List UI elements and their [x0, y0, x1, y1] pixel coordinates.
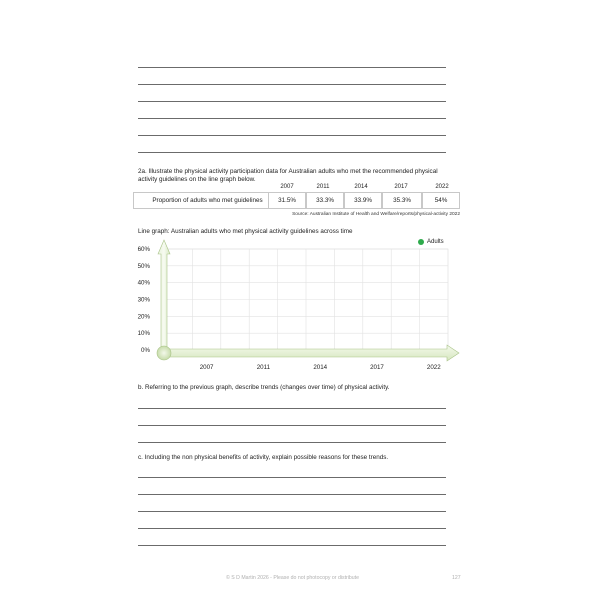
y-tick-label: 50%: [137, 262, 150, 270]
chart-title: Line graph: Australian adults who met physical activity guidelines across time: [138, 228, 353, 235]
x-axis-arrow: [160, 345, 459, 361]
year-header: 2017: [394, 184, 408, 190]
chart-grid: [164, 249, 448, 350]
y-tick-label: 40%: [137, 279, 150, 287]
year-header: 2014: [354, 184, 368, 190]
question-c: c. Including the non physical benefits of activity, explain possible reasons for these trends.: [138, 454, 389, 461]
year-header: 2011: [316, 184, 330, 190]
copyright-notice: © S D Martin 2026 - Please do not photocopy or distribute: [226, 575, 360, 581]
axis-origin: [157, 346, 171, 360]
table-row-label: Proportion of adults who met guidelines: [133, 192, 282, 209]
y-axis-arrow: [158, 240, 170, 352]
year-header: 2022: [435, 184, 449, 190]
question-b: b. Referring to the previous graph, describe trends (changes over time) of physical activity.: [138, 384, 390, 391]
y-tick-label: 20%: [137, 313, 150, 321]
page-number: 127: [452, 575, 461, 581]
answer-line: [138, 545, 446, 546]
x-tick-label: 2017: [370, 364, 384, 371]
table-cell: 33.9%: [344, 192, 382, 209]
y-tick-label: 30%: [137, 296, 150, 304]
x-tick-label: 2022: [426, 364, 441, 371]
answer-line: [138, 477, 446, 478]
answer-line: [138, 528, 446, 529]
question-2a: 2a. Illustrate the physical activity participation data for Australian adults who met the recommended physical activity guidelines on the line graph below.: [138, 168, 438, 183]
x-tick-label: 2007: [199, 364, 214, 371]
y-tick-label: 0%: [141, 347, 150, 354]
year-header: 2007: [280, 184, 294, 190]
table-cell: 54%: [422, 192, 460, 209]
y-tick-label: 60%: [137, 246, 150, 253]
x-axis-ticks: [200, 364, 442, 371]
y-axis-ticks: [138, 246, 151, 354]
answer-line: [138, 425, 446, 426]
y-tick-label: 10%: [137, 330, 150, 338]
table-cell: 35.3%: [382, 192, 422, 209]
x-tick-label: 2011: [256, 364, 271, 371]
answer-line: [138, 442, 446, 443]
answer-line: [138, 511, 446, 512]
x-tick-label: 2014: [313, 364, 328, 371]
answer-line: [138, 494, 446, 495]
legend-label: Adults: [427, 239, 444, 245]
table-cell: 33.3%: [306, 192, 344, 209]
table-cell: 31.5%: [268, 192, 306, 209]
answer-line: [138, 408, 446, 409]
source-note: Source: Australian Institute of Health and Welfare/reports/physical-activity 2022: [292, 212, 460, 217]
